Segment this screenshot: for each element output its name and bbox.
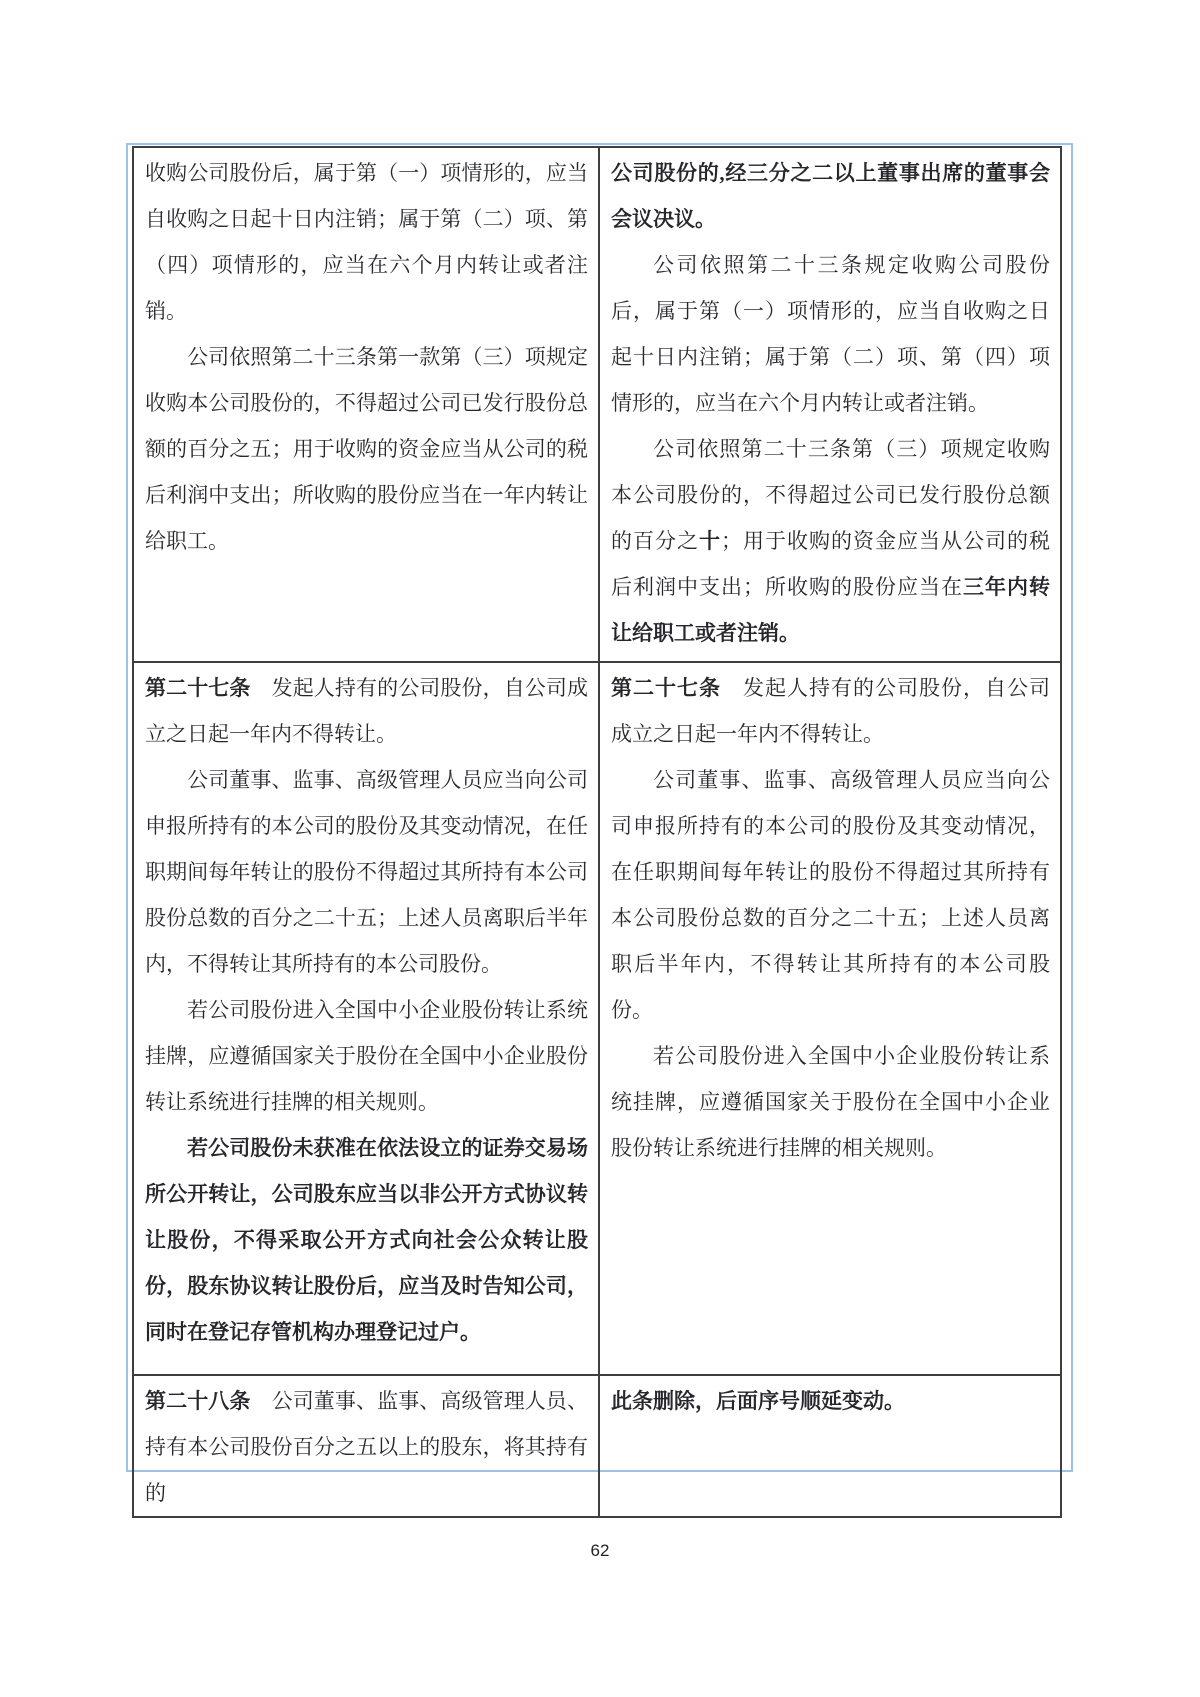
paragraph: [611, 1033, 1050, 1171]
paragraph: [145, 150, 588, 334]
text-run: 公司董事、监事、高级管理人员、持有本公司股份百分之五以上的股东，将其持有的: [145, 1389, 588, 1505]
text-run: 公司依照第二十三条第（三）项规定收购本公司股份的，不得超过公司已发行股份总额的百分之: [611, 437, 1050, 553]
text-run: 公司股份的,经三分之二以上董事出席的董事会会议决议。: [611, 161, 1050, 231]
paragraph: [611, 242, 1050, 426]
paragraph: [145, 987, 588, 1125]
paragraph: [145, 665, 588, 757]
paragraph: [611, 665, 1050, 757]
table-row: [133, 662, 1061, 1375]
paragraph: [611, 426, 1050, 656]
paragraph: [611, 150, 1050, 242]
paragraph: [145, 1125, 588, 1355]
text-run: 此条删除，后面序号顺延变动。: [611, 1389, 905, 1413]
paragraph: [145, 1378, 588, 1516]
text-run: 公司董事、监事、高级管理人员应当向公司申报所持有的本公司的股份及其变动情况，在任职期间每年转让的股份不得超过其所持有本公司股份总数的百分之二十五；上述人员离职后半年内，不得转让其所持有的本公司股份。: [145, 768, 588, 976]
paragraph: [145, 334, 588, 564]
cell-original: [133, 662, 599, 1375]
text-run: 第二十八条: [145, 1389, 251, 1413]
text-run: 公司董事、监事、高级管理人员应当向公司申报所持有的本公司的股份及其变动情况，在任职期间每年转让的股份不得超过其所持有本公司股份总数的百分之二十五；上述人员离职后半年内，不得转让其所持有的本公司股份。: [611, 768, 1050, 1022]
text-run: 若公司股份进入全国中小企业股份转让系统挂牌，应遵循国家关于股份在全国中小企业股份转让系统进行挂牌的相关规则。: [611, 1044, 1050, 1160]
paragraph: [611, 757, 1050, 1033]
text-run: 三年内转让给职工或者注销。: [611, 575, 1050, 645]
table-outer-frame: [126, 143, 1073, 1505]
text-run: 公司依照第二十三条第一款第（三）项规定收购本公司股份的，不得超过公司已发行股份总额的百分之五；用于收购的资金应当从公司的税后利润中支出；所收购的股份应当在一年内转让给职工。: [145, 345, 588, 553]
text-run: 发起人持有的公司股份，自公司成立之日起一年内不得转让。: [611, 676, 1050, 746]
page-number: 62: [590, 1541, 610, 1560]
text-run: 若公司股份未获准在依法设立的证券交易场所公开转让，公司股东应当以非公开方式协议转让股份，不得采取公开方式向社会公众转让股份，股东协议转让股份后，应当及时告知公司，同时在登记存管机构办理登记过户。: [145, 1136, 588, 1344]
comparison-table-body: [133, 147, 1061, 1517]
text-run: 第二十七条: [611, 676, 721, 700]
text-run: 十: [699, 529, 721, 553]
paragraph: [611, 1378, 1050, 1424]
cell-original: [133, 147, 599, 662]
text-run: 第二十七条: [145, 676, 251, 700]
cell-revised: [599, 1375, 1061, 1517]
paragraph: [145, 757, 588, 987]
text-run: 若公司股份进入全国中小企业股份转让系统挂牌，应遵循国家关于股份在全国中小企业股份转让系统进行挂牌的相关规则。: [145, 998, 588, 1114]
text-run: 收购公司股份后，属于第（一）项情形的，应当自收购之日起十日内注销；属于第（二）项、第（四）项情形的，应当在六个月内转让或者注销。: [145, 161, 588, 323]
cell-revised: [599, 662, 1061, 1375]
text-run: ；用于收购的资金应当从公司的税后利润中支出；所收购的股份应当在: [611, 529, 1050, 599]
comparison-table: [132, 146, 1062, 1518]
table-row: [133, 1375, 1061, 1517]
text-run: 发起人持有的公司股份，自公司成立之日起一年内不得转让。: [145, 676, 588, 746]
cell-revised: [599, 147, 1061, 662]
cell-original: [133, 1375, 599, 1517]
page-footer: [0, 1541, 1200, 1561]
text-run: 公司依照第二十三条规定收购公司股份后，属于第（一）项情形的，应当自收购之日起十日内注销；属于第（二）项、第（四）项情形的，应当在六个月内转让或者注销。: [611, 253, 1050, 415]
table-row: [133, 147, 1061, 662]
